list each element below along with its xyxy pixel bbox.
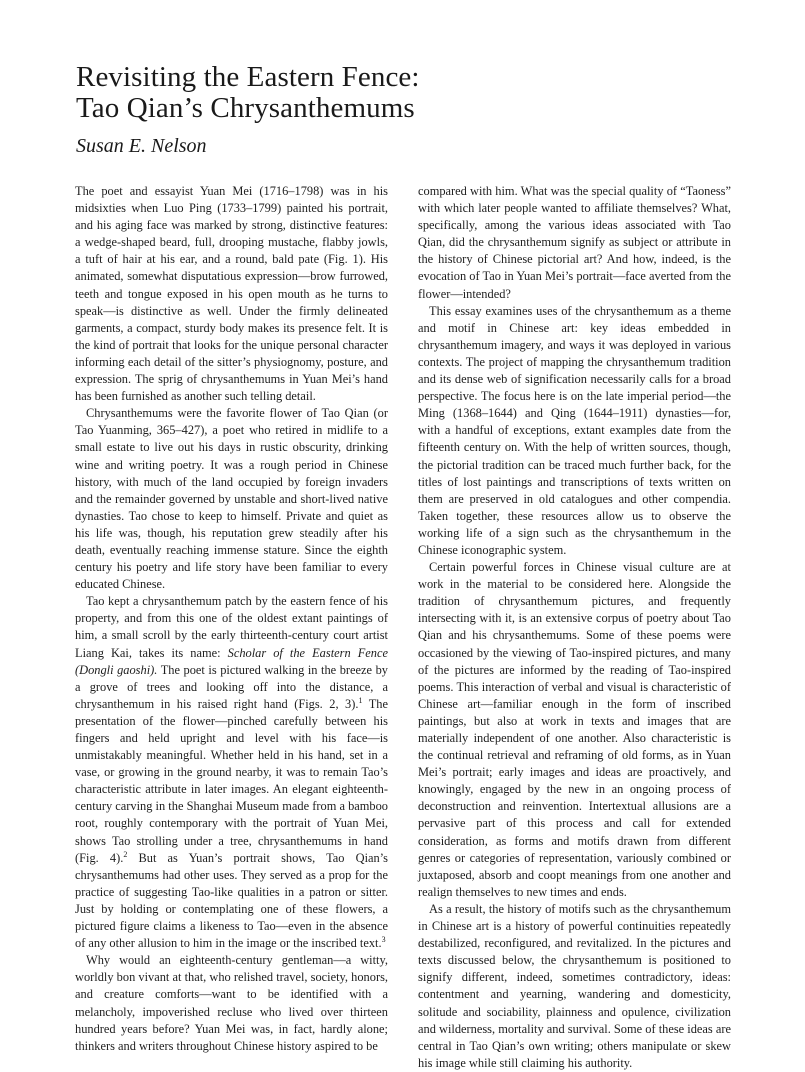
footnote-marker: 1 <box>358 695 363 705</box>
paragraph: The poet and essayist Yuan Mei (1716–1798) was in his midsixties when Luo Ping (1733–1799) painted his portrait, and his aging face was marked by strong, distinctive features: a wedge-shaped beard, full, drooping mustache, flabby jowls, a tuft of hair at his ear, and a round, bald pate (Fig. 1). His animated, somewhat disputatious expression—brow furrowed, teeth and tongue exposed in his open mouth as he turns to speak—is distinctive as well. Under the firmly delineated garments, a compact, sturdy body makes its presence felt. It is the kind of portrait that looks for the unique personal character informing each detail of the sitter’s physiognomy, posture, and expression. The sprig of chrysanthemums in Yuan Mei’s hand has been furnished as another such telling detail. <box>75 184 388 404</box>
text-column-right <box>418 183 731 1072</box>
footnote-marker: 3 <box>381 935 386 944</box>
paragraph-text: The presentation of the flower—pinched carefully between his fingers and held upright and level with his face—is unmistakably meaningful. Whether held in his hand, set in a vase, or growing in the ground nearby, it was to remain Tao’s characteristic attribute in later images. An elegant eighteenth-century carving in the Shanghai Museum made from a bamboo root, roughly contemporary with the portrait of Yuan Mei, shows Tao strolling under a tree, chrysanthemums in hand (Fig. 4). <box>75 696 388 865</box>
article-title <box>76 62 736 124</box>
paragraph-text: But as Yuan’s portrait shows, Tao Qian’s chrysanthemums had other uses. They served as a prop for the practice of suggesting Tao-like qualities in a patron or sitter. Just by holding or contemplating one of these flowers, a pictured figure claims a likeness to Tao—even in the absence of any other allusion to him in the image or the inscribed text. <box>75 850 389 951</box>
article-title-line-2: Tao Qian’s Chrysanthemums <box>76 92 415 124</box>
paragraph: compared with him. What was the special quality of “Taoness” with which later people wanted to affiliate themselves? What, specifically, among the various ideas associated with Tao Qian, did the chrysanthemum signify as subject or attribute in the history of Chinese pictorial art? And how, indeed, is the evocation of Tao in Yuan Mei’s portrait—face averted from the flower—intended? <box>418 184 731 301</box>
painting-title: Scholar of the Eastern Fence (Dongli gaoshi). <box>75 645 388 677</box>
paragraph-text: Tao kept a chrysanthemum patch by the eastern fence of his property, and from this one of the oldest extant paintings of him, a small scroll by the early thirteenth-century court artist Liang Kai, takes its name: <box>75 594 388 660</box>
paragraph-text: The poet is pictured walking in the breeze by a grove of trees and looking off into the distance, a chrysanthemum in his raised right hand (Figs. 2, 3). <box>75 662 388 711</box>
paragraph: Certain powerful forces in Chinese visual culture are at work in the material to be considered here. Alongside the tradition of chrysanthemum pictures, and frequently intersecting with it, is an extensive corpus of poetry about Tao Qian and his chrysanthemums. Some of these poems were occasioned by the viewing of Tao-inspired pictures, and many of the pictures are informed by the reading of Tao-inspired poems. This interaction of verbal and visual is characteristic of Chinese art—familiar enough in the form of inscribed paintings, but also at work in texts and images that are materially independent of one another. Also characteristic is the continual retrieval and reframing of old forms, as in Yuan Mei’s portrait; early images and ideas are proactively, and knowingly, engaged by the new in an ongoing process of deconstruction and reinvention. Intertextual allusions are a pervasive part of this process and call for extended consideration, as forms and motifs drawn from different genres or categories of representation, variously combined or juxtaposed, absorb and coopt meanings from one another and realign themselves to new times and ends. <box>418 560 731 899</box>
paragraph: As a result, the history of motifs such as the chrysanthemum in Chinese art is a history of powerful continuities repeatedly destabilized, reconfigured, and revitalized. In the pictures and texts discussed below, the chrysanthemum is positioned to signify different, indeed, sometimes contradictory, ideas: contentment and yearning, wandering and domesticity, solitude and sociability, plainness and opulence, civilization and wilderness, mortality and survival. Some of these ideas are central in Tao Qian’s own writing; others manipulate or skew his image while still claiming his authority. <box>418 901 731 1070</box>
footnote-marker: 2 <box>123 849 128 859</box>
article-title-line-1: Revisiting the Eastern Fence: <box>76 61 420 93</box>
text-column-left <box>75 183 388 1055</box>
paragraph: Chrysanthemums were the favorite flower of Tao Qian (or Tao Yuanming, 365–427), a poet who retired in midlife to a small estate to live out his days in rustic obscurity, drinking wine and writing poetry. It was a rough period in Chinese history, with much of the land occupied by foreign invaders and the remainder governed by unstable and short-lived native dynasties. Tao chose to keep to himself. Private and quiet as his life was, though, his reputation grew steadily after his death, eventually reaching immense stature. Since the eighth century his poetry and life story have been familiar to every educated Chinese. <box>75 406 388 592</box>
article-author: Susan E. Nelson <box>76 135 207 157</box>
paragraph <box>75 593 388 952</box>
paragraph: This essay examines uses of the chrysanthemum as a theme and motif in Chinese art: key ideas embedded in chrysanthemum imagery, and ways it was deployed in various contexts. The project of mapping the chrysanthemum tradition and its dense web of signification necessarily calls for a broad perspective. The focus here is on the late imperial period—the Ming (1368–1644) and Qing (1644–1911) dynasties—for, with a handful of exceptions, extant examples date from the fifteenth century on. With the help of written sources, though, the pictorial tradition can be traced much further back, for the titles of lost paintings and transcriptions of texts written on them are preserved in old catalogues and other compendia. Taken together, these resources allow us to observe the working life of a sign such as the chrysanthemum in the Chinese iconographic system. <box>418 303 731 557</box>
paragraph: Why would an eighteenth-century gentleman—a witty, worldly bon vivant at that, who relished travel, society, honors, and creature comforts—want to be identified with a melancholy, impoverished recluse who lived over thirteen hundred years before? Yuan Mei was, in fact, hardly alone; thinkers and writers throughout Chinese history aspired to be <box>75 953 388 1053</box>
